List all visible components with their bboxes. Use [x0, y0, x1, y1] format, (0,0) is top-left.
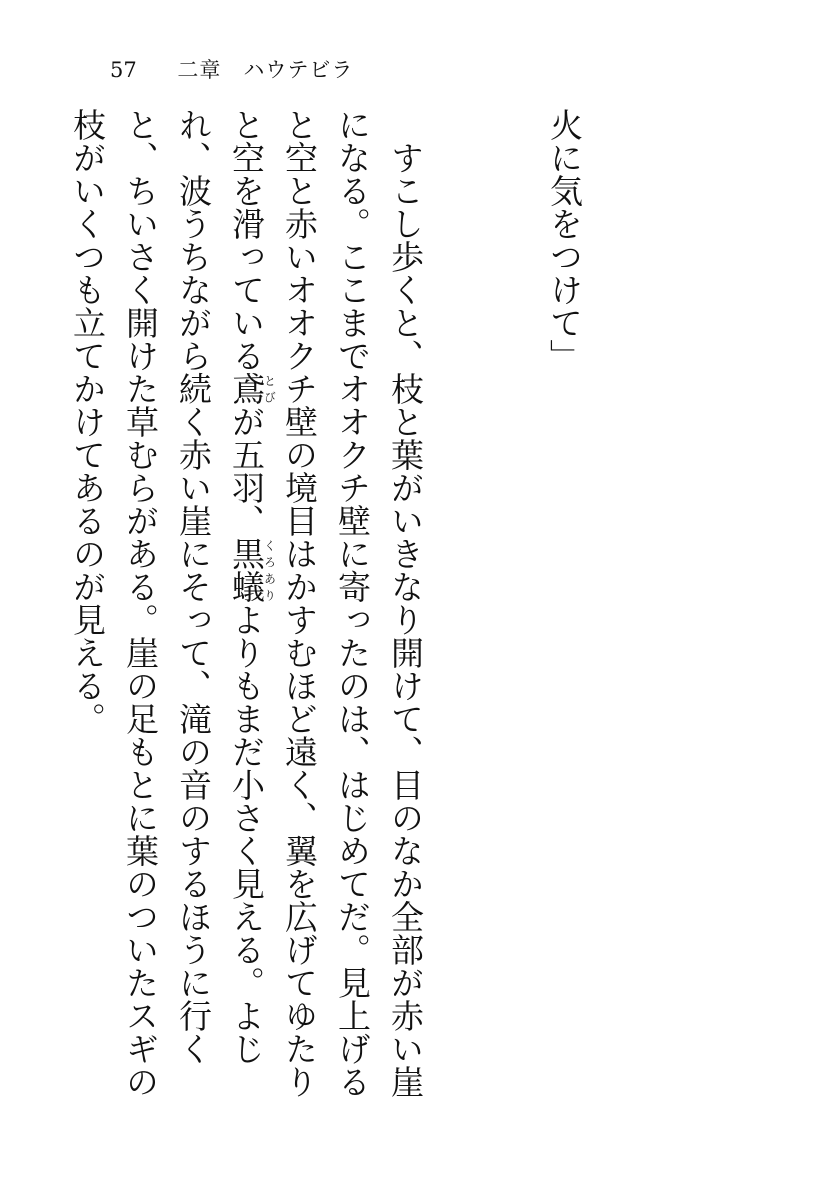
vertical-body-text: [0, 108, 697, 1128]
ruby-kite-base: 鳶: [227, 372, 266, 405]
paragraph-2-part-b: が五羽、: [227, 405, 266, 537]
paragraph-2-part-a: すこし歩くと、枝と葉がいきなり開けて、目のなか全部が赤い崖になる。ここまでオオクチ壁に寄ったのは、はじめてだ。見上げると空と赤いオオクチ壁の境目はかすむほど遠く、翼を広げてゆたりと空を滑っている: [227, 108, 425, 1098]
ruby-ant-reading: くろあり: [262, 537, 277, 603]
chapter-title: 二章 ハウテビラ: [177, 58, 354, 82]
paragraph-2-part-c: よりもまだ小さく見える。よじれ、波うちながら続く赤い崖にそって、滝の音のするほうに行くと、ちいさく開けた草むらがある。崖の足もとに葉のついたスギの枝がいくつも立てかけてあるのが見える。: [68, 108, 266, 1098]
ruby-ant-base: 黒蟻: [227, 537, 266, 603]
ruby-ant: [227, 537, 277, 603]
paragraph-1: 火に気をつけて」: [545, 108, 584, 372]
paragraph-2: [61, 108, 432, 1128]
running-header: [110, 55, 353, 85]
ruby-kite-reading: とび: [262, 372, 277, 405]
ruby-kite: [227, 372, 277, 405]
page-number: 57: [110, 58, 137, 82]
